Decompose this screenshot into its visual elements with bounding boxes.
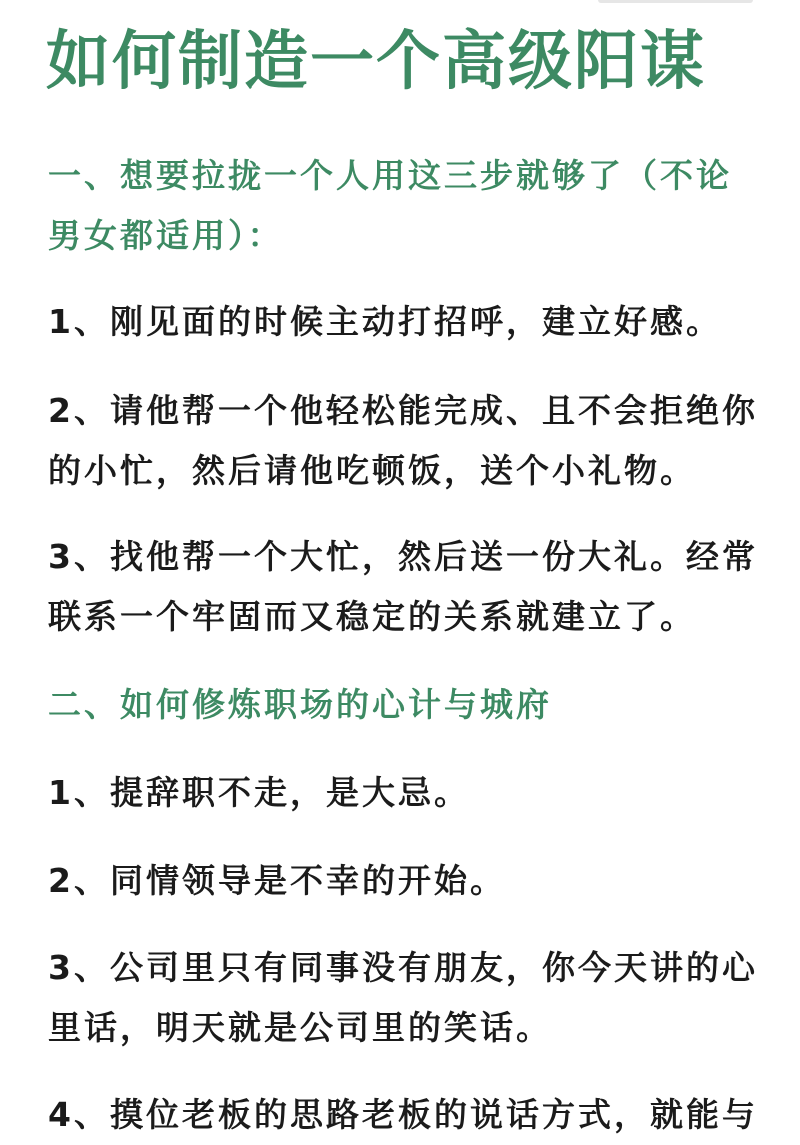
section-2-item-2: 2、同情领导是不幸的开始。 [48, 861, 506, 900]
section-heading-1: 一、想要拉拢一个人用这三步就够了（不论男女都适用）： [48, 156, 732, 255]
section-2-item-1: 1、提辞职不走，是大忌。 [48, 773, 470, 812]
section-2-item-3: 3、公司里只有同事没有朋友，你今天讲的心里话，明天就是公司里的笑话。 [48, 948, 758, 1047]
section-2-item-4-cut-off: 4、摸位老板的思路老板的说话方式，就能与 [48, 1095, 758, 1134]
section-1-item-2: 2、请他帮一个他轻松能完成、且不会拒绝你的小忙，然后请他吃顿饭，送个小礼物。 [48, 391, 758, 490]
section-1-item-1: 1、刚见面的时候主动打招呼，建立好感。 [48, 302, 722, 341]
section-heading-2: 二、如何修炼职场的心计与城府 [48, 685, 552, 724]
article-title: 如何制造一个高级阳谋 [46, 25, 706, 99]
section-1-item-3: 3、找他帮一个大忙，然后送一份大礼。经常联系一个牢固而又稳定的关系就建立了。 [48, 537, 758, 636]
